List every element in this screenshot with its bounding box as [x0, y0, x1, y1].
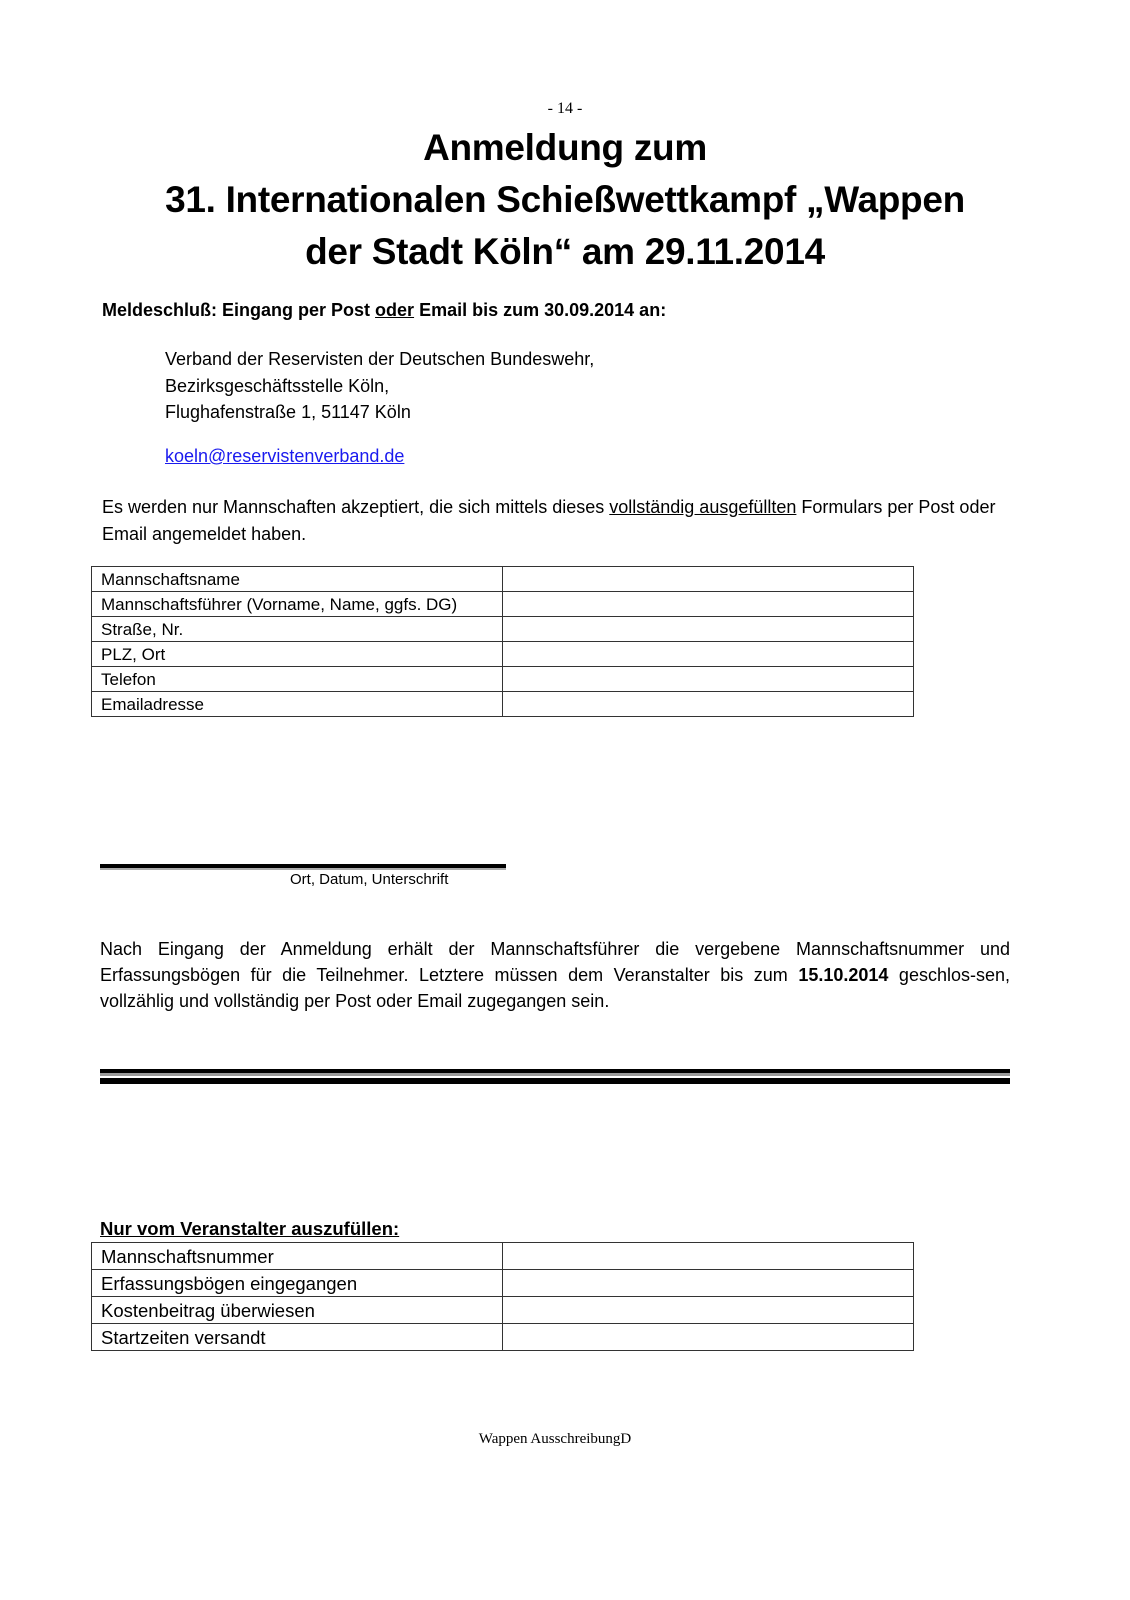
email-link[interactable]: koeln@reservistenverband.de: [165, 446, 405, 466]
info-paragraph: [100, 936, 1010, 1014]
note-part3: Formulars per Post oder Email angemeldet haben.: [102, 497, 996, 544]
page-number: - 14 -: [547, 100, 583, 117]
field-input[interactable]: [503, 1243, 914, 1270]
field-input[interactable]: [503, 1297, 914, 1324]
field-label: Telefon: [92, 667, 503, 692]
table-row: [92, 1324, 914, 1351]
field-label: Erfassungsbögen eingegangen: [92, 1270, 503, 1297]
field-label: Kostenbeitrag überwiesen: [92, 1297, 503, 1324]
deadline-part1: Meldeschluß: Eingang per Post: [102, 300, 376, 320]
field-input[interactable]: [503, 1270, 914, 1297]
table-row: [92, 1243, 914, 1270]
address-line: Bezirksgeschäftsstelle Köln,: [165, 375, 390, 396]
deadline-emphasis: oder: [375, 300, 415, 320]
address-line: Verband der Reservisten der Deutschen Bundeswehr,: [165, 349, 595, 369]
table-row: [92, 567, 914, 592]
field-label: Emailadresse: [92, 692, 503, 717]
table-row: [92, 642, 914, 667]
title-line-2: 31. Internationalen Schießwettkampf „Wappen: [165, 179, 965, 220]
table-row: [92, 667, 914, 692]
field-input[interactable]: [503, 667, 914, 692]
deadline-text: [102, 300, 666, 321]
address-block: [165, 346, 594, 426]
note-emphasis: vollständig ausgefüllten: [609, 497, 797, 517]
team-registration-table: [91, 566, 914, 717]
field-input[interactable]: [503, 617, 914, 642]
table-row: [92, 592, 914, 617]
note-part1: Es werden nur Mannschaften akzeptiert, die sich mittels dieses: [102, 497, 610, 517]
organizer-table: [91, 1242, 914, 1351]
title-line-1: Anmeldung zum: [423, 127, 707, 168]
signature-line: [100, 864, 506, 870]
field-label: Mannschaftsname: [92, 567, 503, 592]
table-row: [92, 692, 914, 717]
field-input[interactable]: [503, 592, 914, 617]
field-input[interactable]: [503, 567, 914, 592]
acceptance-note: [102, 494, 1012, 547]
info-part1: Nach Eingang der Anmeldung erhält der Mannschaftsführer die vergebene Mannschaftsnummer und Erfassungsbögen für die Teilnehmer. Letztere müssen dem Veranstalter bis zum: [100, 939, 1010, 985]
table-row: [92, 1270, 914, 1297]
deadline-part3: Email bis zum 30.09.2014 an:: [414, 300, 667, 320]
field-label: Straße, Nr.: [92, 617, 503, 642]
info-date: 15.10.2014: [798, 965, 889, 985]
table-row: [92, 1297, 914, 1324]
field-label: Startzeiten versandt: [92, 1324, 503, 1351]
address-line: Flughafenstraße 1, 51147 Köln: [165, 402, 411, 422]
field-label: Mannschaftsnummer: [92, 1243, 503, 1270]
field-label: PLZ, Ort: [92, 642, 503, 667]
separator-line: [100, 1078, 1010, 1084]
field-label: Mannschaftsführer (Vorname, Name, ggfs. DG): [92, 592, 503, 617]
info-part2: geschlos-sen, vollzählig und vollständig per Post oder Email zugegangen sein.: [100, 965, 1010, 1011]
title-line-3: der Stadt Köln“ am 29.11.2014: [305, 231, 825, 272]
separator-line: [100, 1069, 1010, 1076]
field-input[interactable]: [503, 642, 914, 667]
table-row: [92, 617, 914, 642]
field-input[interactable]: [503, 1324, 914, 1351]
organizer-heading: Nur vom Veranstalter auszufüllen:: [100, 1218, 400, 1239]
field-input[interactable]: [503, 692, 914, 717]
footer: Wappen AusschreibungD: [478, 1431, 632, 1447]
signature-label: Ort, Datum, Unterschrift: [290, 871, 449, 888]
page-title: [100, 122, 1030, 278]
